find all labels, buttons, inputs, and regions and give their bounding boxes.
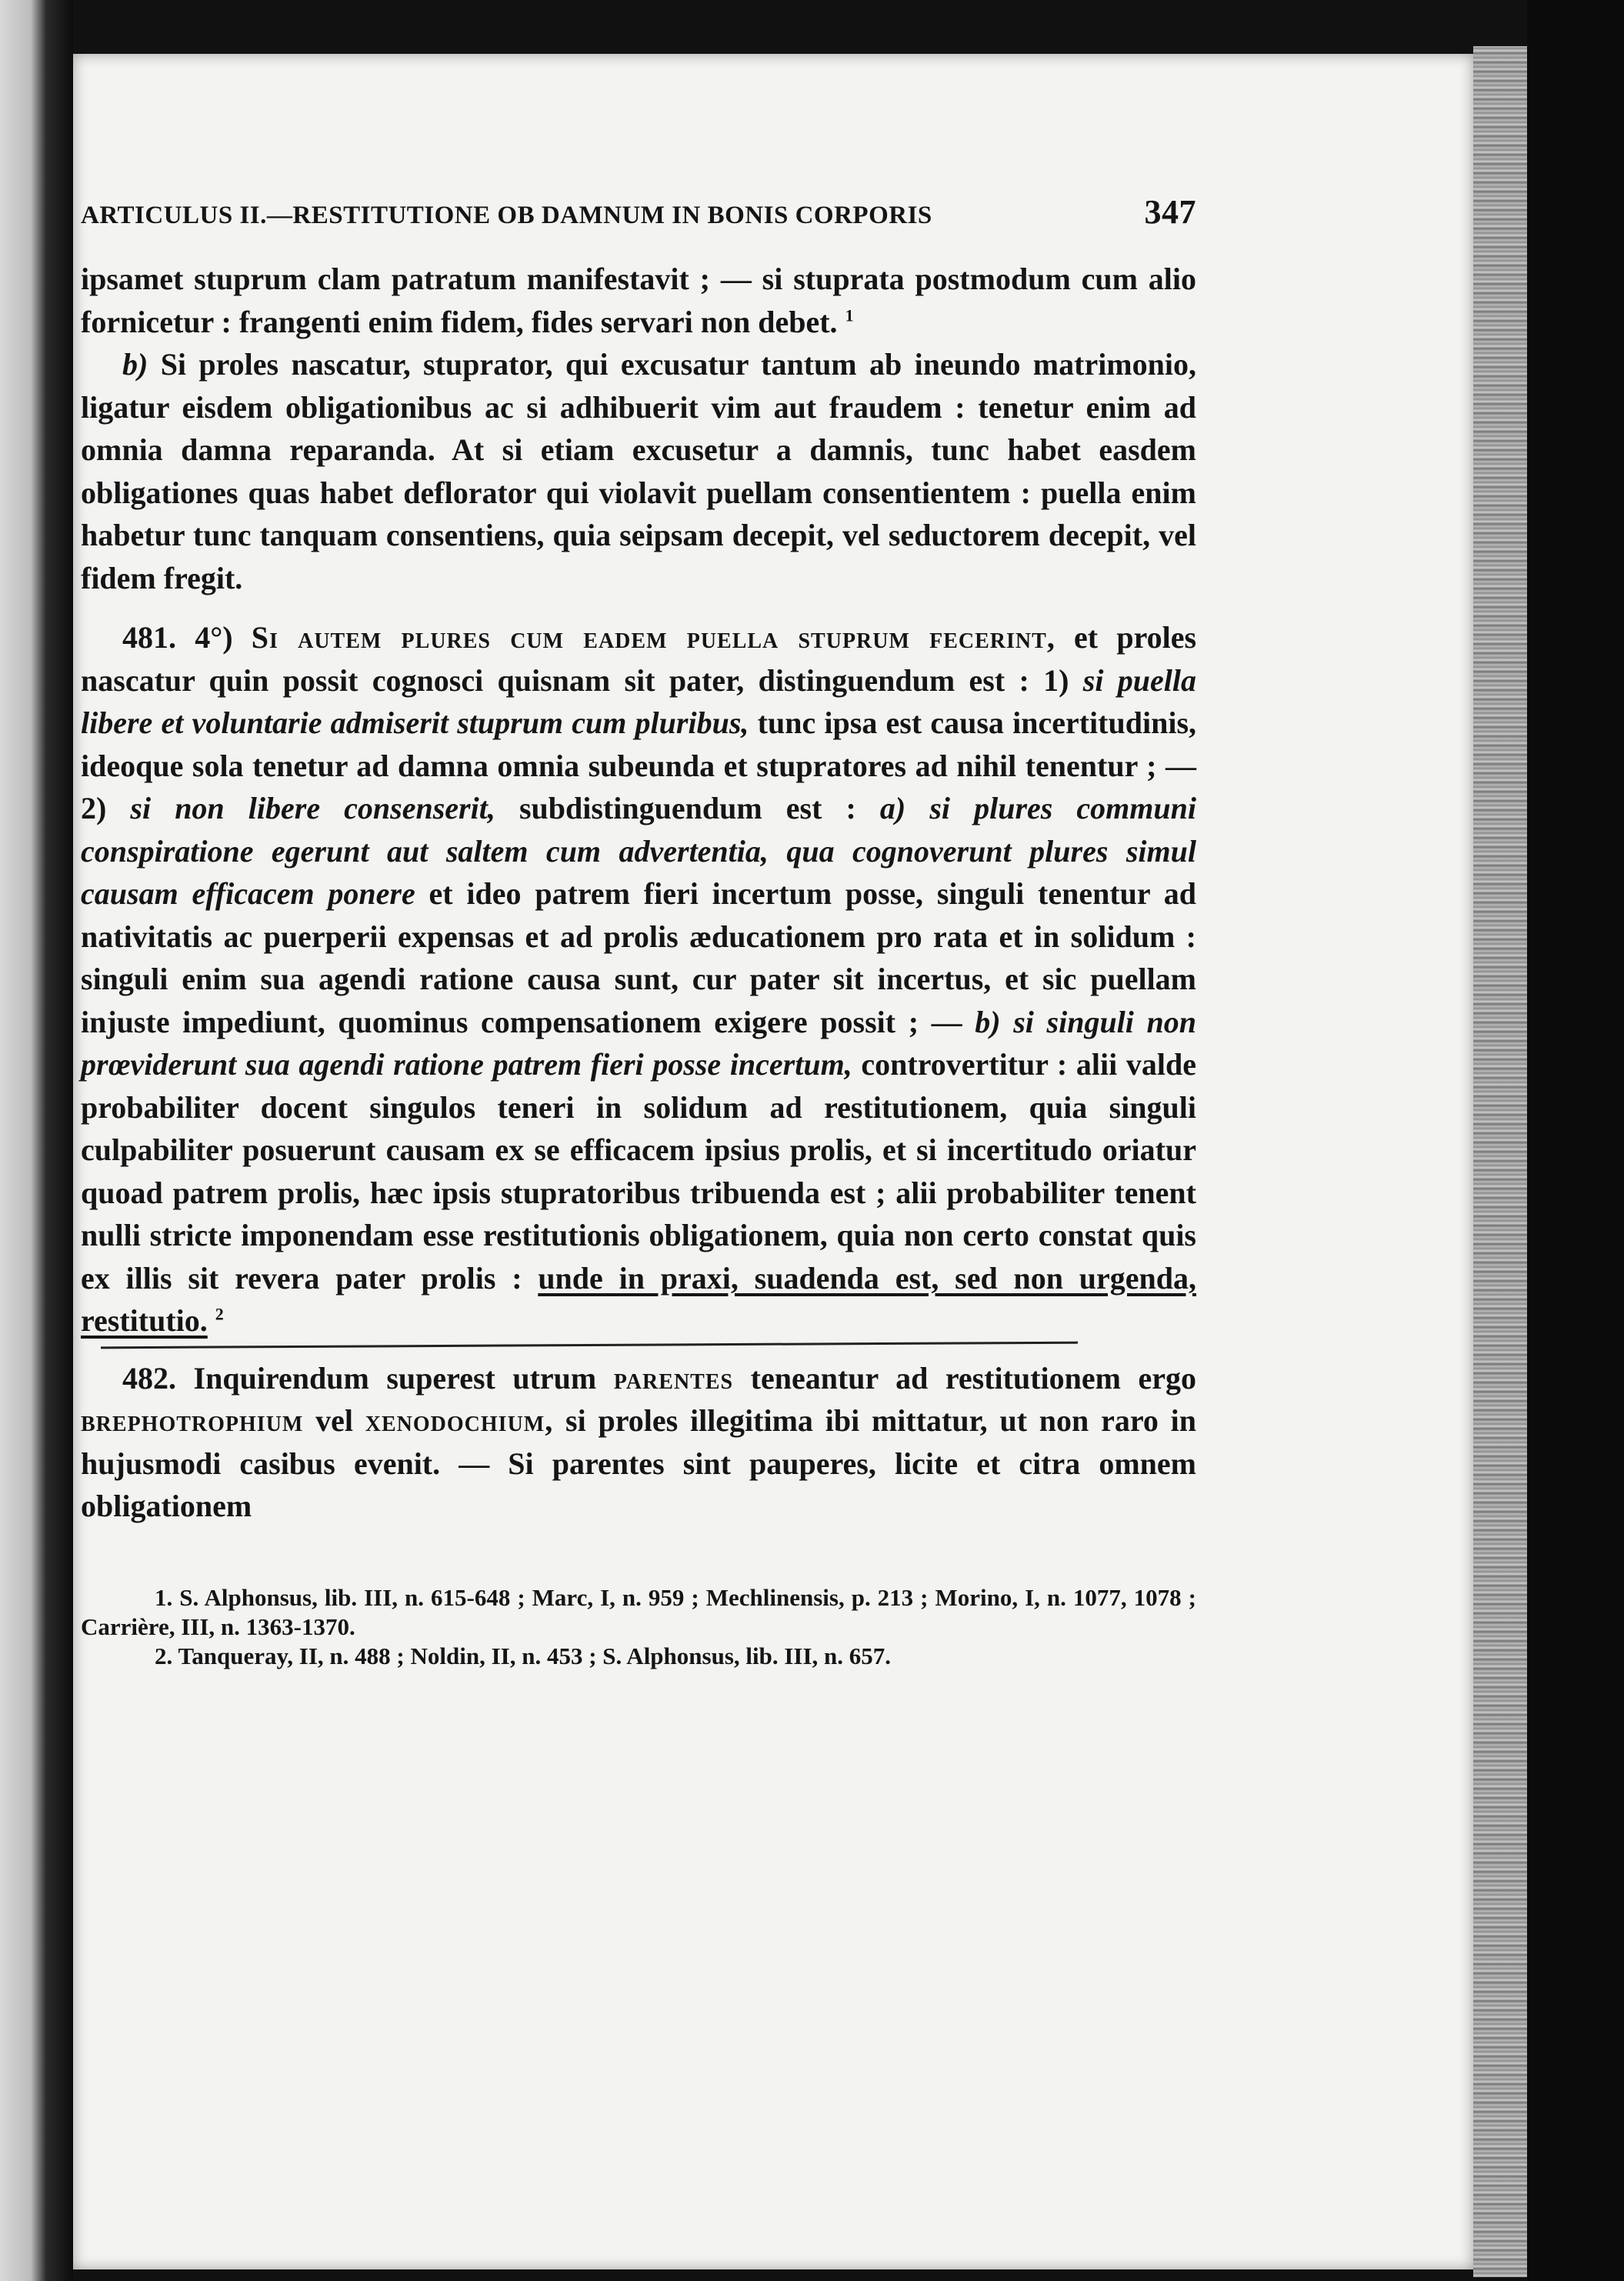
- hand-drawn-underline: [101, 1341, 1078, 1349]
- underlined-conclusion: unde in praxi, suadenda est, sed non urgenda, restitutio.: [81, 1260, 1197, 1338]
- paragraph-continued: [81, 258, 1196, 343]
- text-run: Inquirendum superest utrum: [193, 1360, 597, 1396]
- footnote-2: 2. Tanqueray, II, n. 488 ; Noldin, II, n. 453 ; S. Alphonsus, lib. III, n. 657.: [155, 1642, 892, 1669]
- page-stack-edge: [1473, 46, 1527, 2277]
- ordinal-marker: 4°): [195, 620, 233, 655]
- item-marker: b): [122, 347, 148, 382]
- paragraph-text: ipsamet stuprum clam patratum manifestavit ; — si stuprata postmodum cum alio fornicetur : frangenti enim fidem, fides servari non debet.: [81, 262, 1196, 339]
- item-marker: a): [879, 791, 906, 825]
- text-run: tunc ipsa est causa incertitudinis, ideoque sola tenetur ad damna omnia subeunda et stupratores ad nihil tenentur ; — 2): [81, 705, 1197, 825]
- footnote-ref-2: 2: [215, 1304, 224, 1324]
- footnote-ref-1: 1: [845, 305, 854, 325]
- italic-run: si puella libere et voluntarie admiserit stuprum cum pluribus,: [81, 662, 1196, 740]
- text-run: teneantur ad restitutionem ergo: [750, 1360, 1197, 1396]
- section-number: 481.: [122, 620, 176, 655]
- paragraph-text: Si proles nascatur, stuprator, qui excusatur tantum ab ineundo matrimonio, ligatur eisdem obligationibus ac si adhibuerit vim aut fraudem : tenetur enim ad omnia damna reparanda. At si etiam excusetur a damnis, tunc habet easdem obligationes quas habet deflorator qui violavit puellam consentientem : puella enim habetur tunc tanquam consentiens, quia seipsam decepit, vel seductorem decepit, vel fidem fregit.: [81, 347, 1196, 595]
- section-number: 482.: [122, 1360, 176, 1396]
- text-run: et proles nascatur quin possit cognosci quisnam sit pater, distinguendum est : 1): [81, 620, 1197, 698]
- running-title: ARTICULUS II.—RESTITUTIONE OB DAMNUM IN BONIS CORPORIS: [81, 202, 932, 229]
- small-caps-term: brephotrophium: [81, 1403, 304, 1438]
- facing-page-edge: [0, 0, 73, 2281]
- paragraph-b: [81, 343, 1196, 599]
- text-run: controvertitur : alii valde probabiliter docent singulos teneri in solidum ad restitutionem, quia singuli culpabiliter posuerunt causam ex se efficacem ipsius prolis, et si incertitudo oriatur quoad patrem prolis, hæc ipsis stupratoribus tribuenda est ; alii probabiliter tenent nulli stricte imponendam esse restitutionis obligationem, quia non certo constat quis ex illis sit revera pater prolis :: [81, 1047, 1197, 1296]
- small-caps-term: xenodochium,: [365, 1403, 554, 1438]
- page-number: 347: [1144, 193, 1196, 231]
- page-content: [81, 192, 1196, 1671]
- footnote-1: 1. S. Alphonsus, lib. III, n. 615-648 ; Marc, I, n. 959 ; Mechlinensis, p. 213 ; Morino, I, n. 1077, 1078 ; Carrière, III, n. 1363-1370.: [81, 1583, 1196, 1640]
- item-marker: b): [975, 1004, 1001, 1039]
- text-run: si proles illegitima ibi mittatur, ut non raro in hujusmodi casibus evenit. — Si parentes sint pauperes, licite et citra omnem obligationem: [81, 1403, 1197, 1523]
- running-head: [81, 192, 1196, 232]
- section-481: [81, 616, 1196, 1342]
- italic-run: si plures communi conspiratione egerunt aut saltem cum advertentia, qua cognoverunt plures simul causam efficacem ponere: [81, 791, 1197, 911]
- small-caps-lead: Si autem plures cum eadem puella stuprum fecerint,: [251, 620, 1055, 655]
- text-run: et ideo patrem fieri incertum posse, singuli tenentur ad nativitatis ac puerperii expensas et ad prolis æducationem pro rata et in solidum : singuli enim sua agendi ratione causa sunt, cur pater sit incertus, et sic puellam injuste impediunt, quominus compensationem exigere possit ; —: [81, 876, 1196, 1039]
- italic-run: si non libere consenserit,: [130, 791, 495, 825]
- section-482: [81, 1357, 1196, 1528]
- italic-run: si singuli non prœviderunt sua agendi ratione patrem fieri posse incertum,: [81, 1004, 1197, 1082]
- footnotes: [81, 1583, 1196, 1671]
- text-run: subdistinguendum est :: [519, 791, 856, 825]
- text-run: vel: [315, 1403, 353, 1438]
- small-caps-term: parentes: [613, 1360, 734, 1396]
- scanner-margin: [1527, 0, 1624, 2281]
